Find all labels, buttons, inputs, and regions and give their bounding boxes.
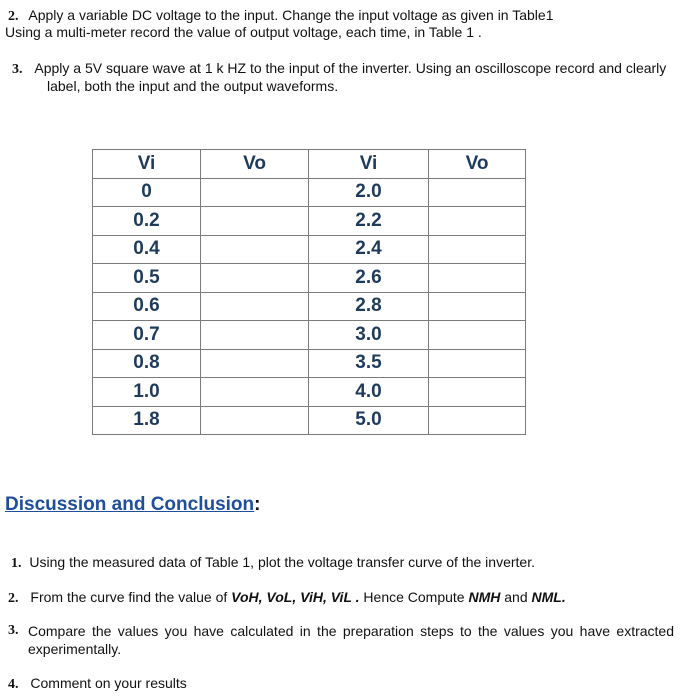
nml-term: NML. [531, 589, 566, 605]
discussion-item-2 [8, 588, 566, 608]
vi-cell: 0.6 [93, 292, 201, 321]
item-2-pre: From the curve find the value of [30, 589, 232, 605]
item-1-number: 1. [11, 556, 22, 571]
voh-term: VoH, [231, 589, 263, 605]
step-3-line2: label, both the input and the output waveforms. [47, 78, 339, 94]
discussion-heading-text: Discussion and Conclusion [5, 494, 255, 515]
table-header-cell: Vo [429, 150, 526, 179]
vi-cell: 1.0 [93, 378, 201, 407]
vo-cell [201, 207, 309, 236]
vi-cell: 0.2 [93, 207, 201, 236]
vo-cell [429, 378, 526, 407]
vo-cell [429, 321, 526, 350]
table-row [93, 235, 526, 264]
vi-cell: 5.0 [309, 406, 429, 435]
table-header-row [93, 150, 526, 179]
vo-cell [429, 235, 526, 264]
vi-cell: 3.0 [309, 321, 429, 350]
vo-cell [201, 406, 309, 435]
step-3-line1: Apply a 5V square wave at 1 k HZ to the input of the inverter. Using an oscilloscope record and clearly [34, 60, 667, 76]
vo-cell [201, 378, 309, 407]
item-4-text: Comment on your results [30, 675, 187, 691]
vi-cell: 4.0 [309, 378, 429, 407]
vi-cell: 3.5 [309, 349, 429, 378]
vi-cell: 2.2 [309, 207, 429, 236]
vo-cell [201, 178, 309, 207]
vo-cell [429, 264, 526, 293]
discussion-heading [5, 494, 260, 516]
table-row [93, 292, 526, 321]
vo-cell [201, 264, 309, 293]
item-2-and: and [500, 589, 532, 605]
vih-term: ViH, [300, 589, 327, 605]
item-2-number: 2. [8, 591, 19, 606]
table-row [93, 378, 526, 407]
vi-cell: 1.8 [93, 406, 201, 435]
vi-cell: 2.8 [309, 292, 429, 321]
measurement-table [92, 149, 526, 435]
vo-cell [429, 207, 526, 236]
vi-cell: 0.4 [93, 235, 201, 264]
step-2-number: 2. [8, 9, 19, 24]
table-header-cell: Vi [309, 150, 429, 179]
item-4-number: 4. [8, 677, 19, 692]
vi-cell: 0.5 [93, 264, 201, 293]
vo-cell [429, 406, 526, 435]
table-row [93, 321, 526, 350]
table-row [93, 349, 526, 378]
step-2-line2: Using a multi-meter record the value of output voltage, each time, in Table 1 . [5, 24, 482, 40]
item-3-number: 3. [8, 623, 19, 638]
table-header-cell: Vo [201, 150, 309, 179]
nmh-term: NMH [468, 589, 501, 605]
vo-cell [429, 292, 526, 321]
item-3-line1: Compare the values you have calculated in the preparation steps to the values you have extracted [28, 623, 674, 639]
table-row [93, 264, 526, 293]
item-3-line2: experimentally. [28, 641, 122, 657]
step-2-line1: Apply a variable DC voltage to the input. Change the input voltage as given in Table1 [28, 7, 554, 23]
item-1-text: Using the measured data of Table 1, plot the voltage transfer curve of the inverter. [29, 554, 535, 570]
step-3-number: 3. [12, 62, 23, 77]
vi-cell: 2.4 [309, 235, 429, 264]
vo-cell [429, 178, 526, 207]
vi-cell: 2.6 [309, 264, 429, 293]
vo-cell [201, 292, 309, 321]
item-2-mid: Hence Compute [359, 589, 469, 605]
table-row [93, 207, 526, 236]
table-row [93, 178, 526, 207]
vol-term: VoL, [266, 589, 297, 605]
vi-cell: 2.0 [309, 178, 429, 207]
table-row [93, 406, 526, 435]
item-2-text [30, 589, 565, 605]
vi-cell: 0.7 [93, 321, 201, 350]
discussion-heading-colon: : [254, 494, 261, 515]
vil-term: ViL . [330, 589, 360, 605]
discussion-item-1 [11, 553, 535, 573]
discussion-item-4 [8, 674, 187, 694]
vi-cell: 0.8 [93, 349, 201, 378]
vo-cell [429, 349, 526, 378]
table-header-cell: Vi [93, 150, 201, 179]
vo-cell [201, 349, 309, 378]
vo-cell [201, 235, 309, 264]
step-3 [12, 59, 666, 79]
vo-cell [201, 321, 309, 350]
vi-cell: 0 [93, 178, 201, 207]
